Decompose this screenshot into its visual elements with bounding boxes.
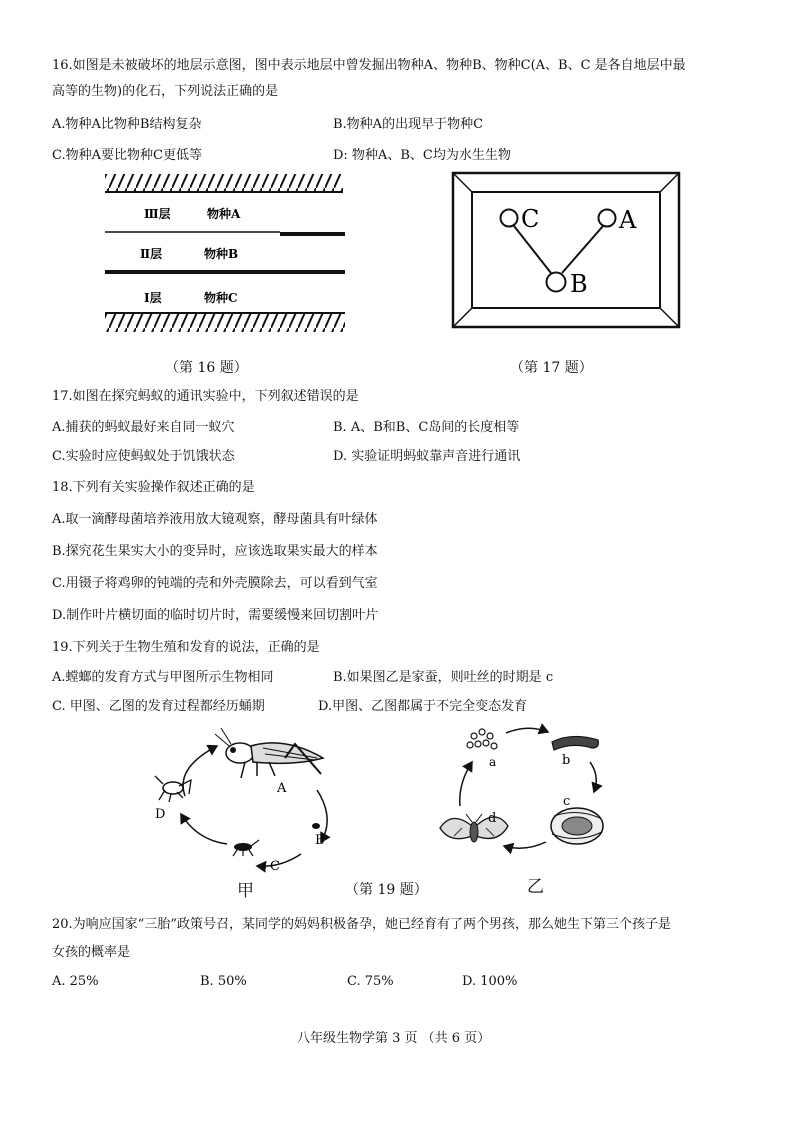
q18-option-b: B.探究花生果实大小的变异时，应该选取果实最大的样本 bbox=[52, 544, 378, 559]
grasshopper-egg-icon bbox=[312, 823, 320, 829]
grasshopper-adult-icon bbox=[215, 728, 323, 778]
q20-option-d: D. 100% bbox=[462, 974, 518, 989]
q18-option-c: C.用镊子将鸡卵的钝端的壳和外壳膜除去，可以看到气室 bbox=[52, 576, 378, 591]
yi-stage-a-label: a bbox=[489, 755, 497, 769]
q19-option-b: B.如果图乙是家蚕，则吐丝的时期是 c bbox=[333, 670, 554, 685]
q18-option-d: D.制作叶片横切面的临时切片时，需要缓慢来回切割叶片 bbox=[52, 608, 379, 623]
species-b-label: 物种B bbox=[204, 247, 239, 261]
figure-19-yi-cycle bbox=[432, 718, 612, 868]
island-a-label: A bbox=[619, 206, 637, 234]
q19-option-d: D.甲图、乙图都属于不完全变态发育 bbox=[318, 699, 528, 714]
q18-stem: 18.下列有关实验操作叙述正确的是 bbox=[52, 480, 255, 495]
figure-17-caption: （第 17 题） bbox=[510, 360, 593, 376]
figure-19-jia-cycle bbox=[145, 718, 345, 898]
jia-stage-c-label: C bbox=[270, 859, 280, 874]
jia-stage-d-label: D bbox=[155, 807, 166, 822]
figure-19-caption: （第 19 题） bbox=[345, 882, 428, 898]
q19-option-a: A.螳螂的发育方式与甲图所示生物相同 bbox=[52, 670, 274, 685]
q19-option-c: C. 甲图、乙图的发育过程都经历蛹期 bbox=[52, 699, 265, 714]
grasshopper-nymph-small-icon bbox=[233, 840, 259, 856]
q17-option-a: A.捕获的蚂蚁最好来自同一蚁穴 bbox=[52, 420, 235, 435]
jia-stage-b-label: B bbox=[315, 833, 325, 848]
figure-19-yi-name: 乙 bbox=[527, 877, 544, 897]
figure-16-strata bbox=[100, 168, 350, 340]
species-a-label: 物种A bbox=[207, 207, 241, 221]
q17-option-c: C.实验时应使蚂蚁处于饥饿状态 bbox=[52, 449, 235, 464]
page-footer: 八年级生物学第 3 页 （共 6 页） bbox=[297, 1031, 491, 1046]
figure-17-ant-islands bbox=[450, 170, 682, 330]
q16-option-b: B.物种A的出现早于物种C bbox=[333, 117, 484, 132]
q17-option-d: D. 实验证明蚂蚁靠声音进行通讯 bbox=[333, 449, 521, 464]
q18-option-a: A.取一滴酵母菌培养液用放大镜观察，酵母菌具有叶绿体 bbox=[52, 512, 378, 527]
q17-option-b: B. A、B和B、C岛间的长度相等 bbox=[333, 420, 520, 435]
silkworm-eggs-icon bbox=[467, 729, 497, 749]
silkworm-larva-icon bbox=[552, 736, 598, 750]
yi-stage-b-label: b bbox=[562, 753, 571, 768]
figure-16-caption: （第 16 题） bbox=[165, 360, 248, 376]
q17-stem: 17.如图在探究蚂蚁的通讯实验中，下列叙述错误的是 bbox=[52, 389, 359, 404]
yi-stage-d-label: d bbox=[488, 811, 497, 826]
species-c-label: 物种C bbox=[204, 291, 238, 305]
island-b-label: B bbox=[570, 270, 588, 298]
q16-option-c: C.物种A要比物种C更低等 bbox=[52, 148, 202, 163]
layer-1-label: Ⅰ层 bbox=[144, 291, 162, 305]
q20-option-c: C. 75% bbox=[347, 974, 394, 989]
silkworm-cocoon-icon bbox=[551, 808, 603, 844]
layer-2-label: Ⅱ层 bbox=[140, 247, 163, 261]
jia-stage-a-label: A bbox=[277, 781, 287, 796]
figure-19-jia-name: 甲 bbox=[237, 881, 254, 901]
layer-3-label: Ⅲ层 bbox=[144, 207, 171, 221]
island-c-label: C bbox=[521, 205, 540, 233]
q20-stem-line1: 20.为响应国家“三胎”政策号召，某同学的妈妈积极备孕，她已经育有了两个男孩，那么她生下第三个孩子是 bbox=[52, 917, 671, 932]
q20-option-a: A. 25% bbox=[52, 974, 99, 989]
q19-stem: 19.下列关于生物生殖和发育的说法，正确的是 bbox=[52, 640, 320, 655]
yi-stage-c-label: c bbox=[563, 794, 571, 809]
q20-option-b: B. 50% bbox=[200, 974, 247, 989]
grasshopper-nymph-large-icon bbox=[155, 776, 191, 802]
silkworm-moth-icon bbox=[440, 814, 508, 842]
q16-stem-line2: 高等的生物)的化石，下列说法正确的是 bbox=[52, 84, 279, 99]
q20-stem-line2: 女孩的概率是 bbox=[52, 945, 131, 960]
q16-stem-line1: 16.如图是未被破坏的地层示意图，图中表示地层中曾发掘出物种A、物种B、物种C(A、B、C 是各自地层中最 bbox=[52, 58, 686, 73]
q16-option-d: D: 物种A、B、C均为水生生物 bbox=[333, 148, 511, 163]
q16-option-a: A.物种A比物种B结构复杂 bbox=[52, 117, 202, 132]
